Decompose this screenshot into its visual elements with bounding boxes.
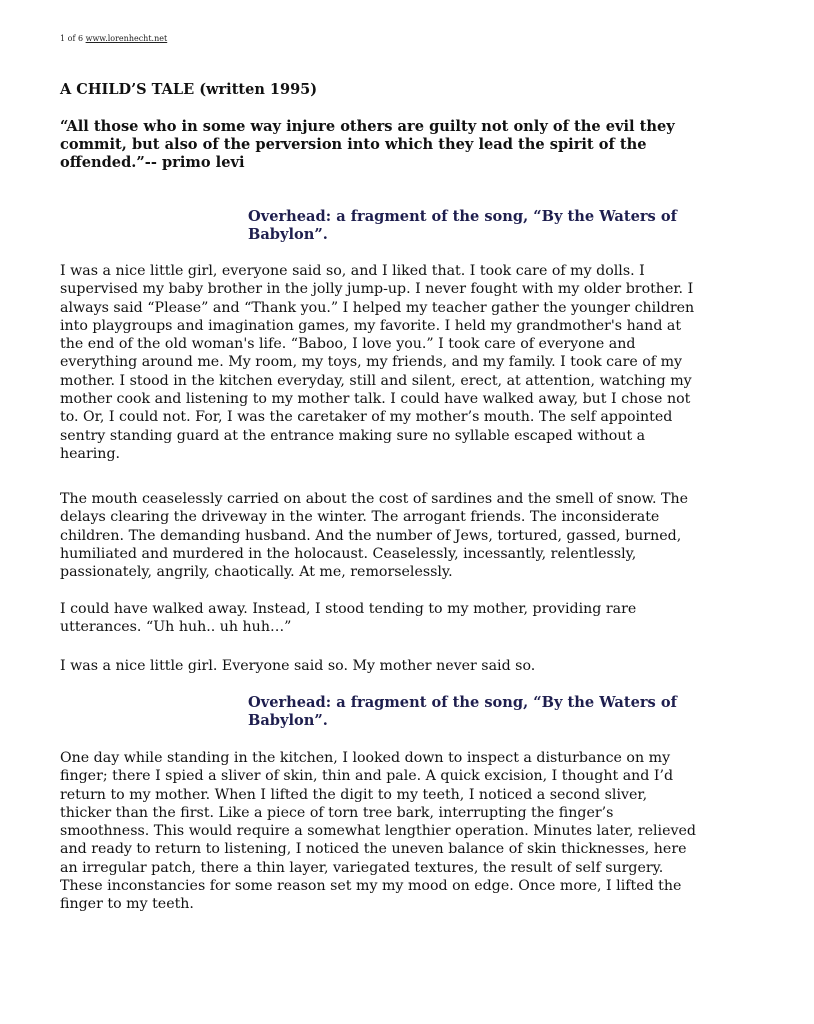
page-header	[60, 34, 167, 43]
paragraph-4: I was a nice little girl. Everyone said so. My mother never said so.	[60, 658, 536, 674]
paragraph-3: I could have walked away. Instead, I stood tending to my mother, providing rare utterances. “Uh huh.. uh huh…”	[60, 601, 637, 636]
paragraph-1: I was a nice little girl, everyone said so, and I liked that. I took care of my dolls. I supervised my baby brother in the jolly jump-up. I never fought with my older brother. I always said “Please” and “Thank you.” I helped my teacher gather the younger children into playgroups and imagination games, my favorite. I held my grandmother's hand at the end of the old woman's life. “Baboo, I love you.” I took care of everyone and everything around me. My room, my toys, my friends, and my family. I took care of my mother. I stood in the kitchen everyday, still and silent, erect, at attention, watching my mother cook and listening to my mother talk. I could have walked away, but I chose not to. Or, I could not. For, I was the caretaker of my mother’s mouth. The self appointed sentry standing guard at the entrance making sure no syllable escaped without a hearing.	[60, 263, 695, 462]
paragraph-2: The mouth ceaselessly carried on about the cost of sardines and the smell of snow. The delays clearing the driveway in the winter. The arrogant friends. The inconsiderate children. The demanding husband. And the number of Jews, tortured, gassed, burned, humiliated and murdered in the holocaust. Ceaselessly, incessantly, relentlessly, passionately, angrily, chaotically. At me, remorselessly.	[60, 491, 689, 581]
overhead-note-2: Overhead: a fragment of the song, “By the Waters of Babylon”.	[248, 694, 677, 729]
epigraph-quote: “All those who in some way injure others are guilty not only of the evil they commit, but also of the perversion into which they lead the spirit of the offended.”-- primo levi	[60, 118, 675, 171]
document-title: A CHILD’S TALE (written 1995)	[60, 81, 318, 98]
page-number: 1 of 6	[60, 34, 84, 43]
paragraph-5: One day while standing in the kitchen, I looked down to inspect a disturbance on my finger; there I spied a sliver of skin, thin and pale. A quick excision, I thought and I’d return to my mother. When I lifted the digit to my teeth, I noticed a second sliver, thicker than the first. Like a piece of torn tree bark, interrupting the finger’s smoothness. This would require a somewhat lengthier operation. Minutes later, relieved and ready to return to listening, I noticed the uneven balance of skin thicknesses, here an irregular patch, there a thin layer, variegated textures, the result of self surgery. These inconstancies for some reason set my my mood on edge. Once more, I lifted the finger to my teeth.	[60, 750, 696, 913]
overhead-note-1: Overhead: a fragment of the song, “By the Waters of Babylon”.	[248, 208, 677, 243]
site-link[interactable]: www.lorenhecht.net	[85, 34, 168, 43]
